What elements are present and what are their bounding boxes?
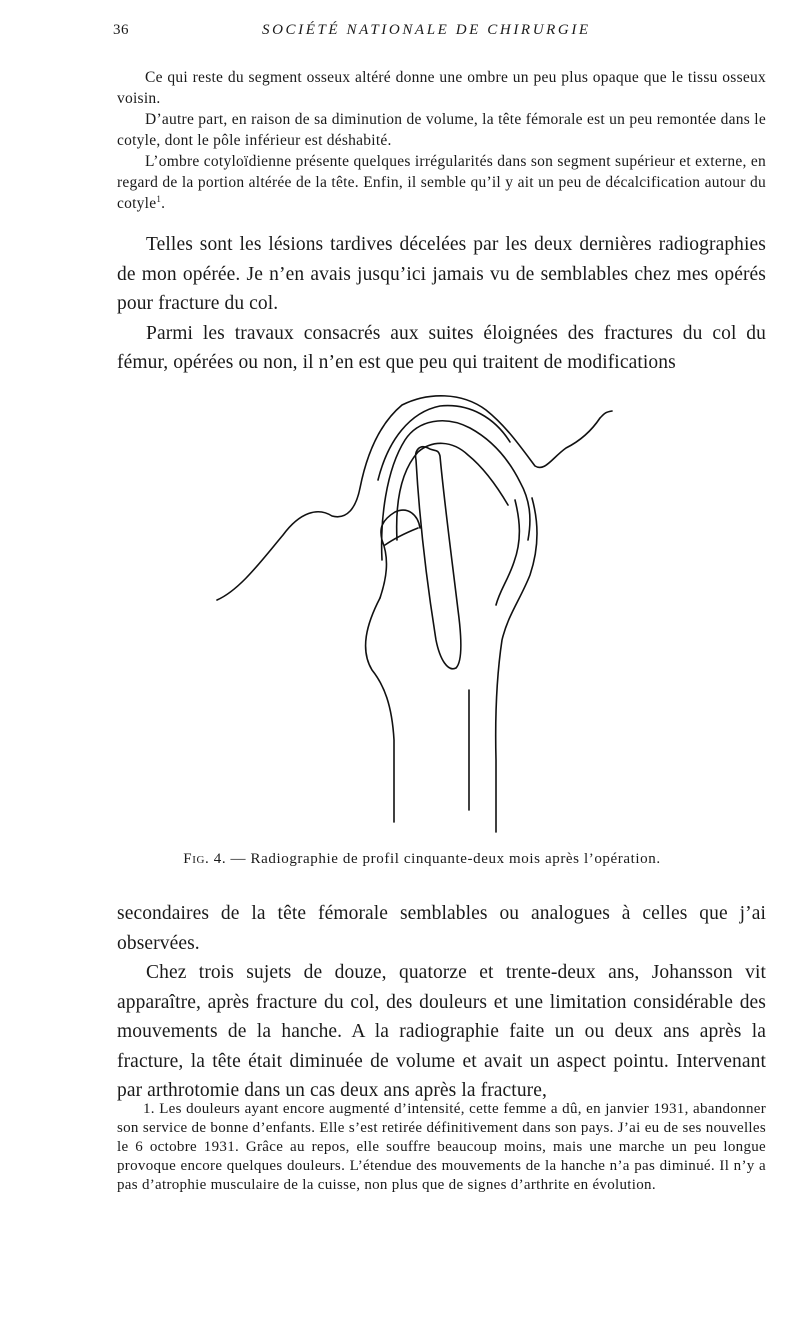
acetabulum-outline [217,396,612,600]
footnote [117,1100,766,1195]
paragraph: D’autre part, en raison de sa diminution de volume, la tête fémorale est un peu remontée dans le cotyle, dont le pôle inférieur est déshabité. [117,111,766,149]
paragraph-text: L’ombre cotyloïdienne présente quelques irrégularités dans son segment supérieur et externe, en regard de la portion altérée de la tête. Enfin, il semble qu’il y ait un peu de décalcification autour du cotyle [117,153,766,212]
paragraph-end: . [161,195,166,212]
paragraph: secondaires de la tête fémorale semblables ou analogues à celles que j’ai observées. [117,903,766,954]
page-number: 36 [113,22,129,38]
paragraph: Telles sont les lésions tardives décelées par les deux dernières radiographies de mon opérée. Je n’en avais jusqu’ici jamais vu de semblables chez mes opérés pour fracture du col. [117,234,766,314]
figure-caption [0,851,800,868]
neck-spur [385,528,418,545]
paragraph [117,151,766,214]
footnote-text: 1. Les douleurs ayant encore augmenté d’intensité, cette femme a dû, en janvier 1931, abandonner son service de bonne d’enfants. Elle s’est retirée définitivement dans son pays. J’ai eu de ses nouvelles le 6 octobre 1931. Grâce au repos, elle souffre beaucoup moins, mais une marche un peu longue provoque encore quelques douleurs. L’étendue des mouvements de la hanche n’a pas diminué. Il n’y a pas d’atrophie musculaire de la cuisse, non plus que de signes d’arthrite en évolution. [117,1101,766,1193]
figure-label: Fig. 4. [183,851,227,867]
femur-medial-cortex [496,498,537,832]
paragraph: Parmi les travaux consacrés aux suites éloignées des fractures du col du fémur, opérées ou non, il n’en est que peu qui traitent de modifications [117,322,766,373]
body-top [117,67,766,214]
radiograph-tracing-figure [180,380,640,840]
paragraph: Chez trois sujets de douze, quatorze et trente-deux ans, Johansson vit apparaître, après fracture du col, des douleurs et une limitation considérable des mouvements de la hanche. A la radiographie faite un ou deux ans après la fracture, la tête était diminuée de volume et avait un aspect pointu. Intervenant par arthrotomie dans un cas deux ans après la fracture, [117,962,766,1101]
femur-lateral-cortex [366,598,394,822]
body-bottom [117,899,766,1106]
paragraph: Ce qui reste du segment osseux altéré donne une ombre un peu plus opaque que le tissu osseux voisin. [117,69,766,107]
femur-medial-inner [496,500,519,605]
femur-upper-lateral [380,510,420,598]
femoral-head-inner [397,443,508,540]
page-header [0,22,800,44]
bone-graft-outline [416,447,461,669]
body-middle [117,230,766,378]
running-title: SOCIÉTÉ NATIONALE DE CHIRURGIE [262,22,591,38]
footnote-reference[interactable]: 1 [156,193,162,204]
femoral-head-outline [382,421,530,560]
caption-text: — Radiographie de profil cinquante-deux mois après l’opération. [226,851,661,867]
